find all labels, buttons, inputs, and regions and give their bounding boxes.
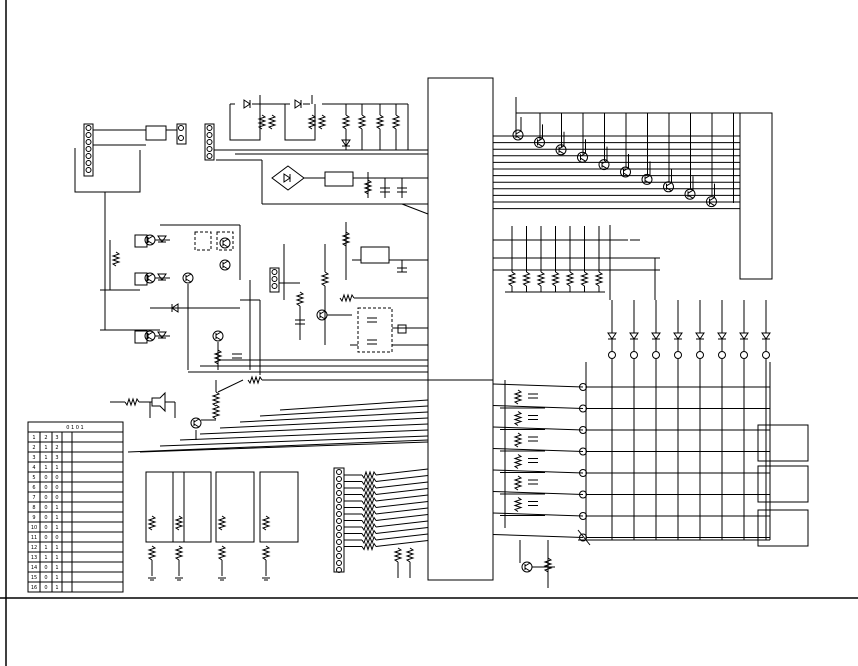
transistor-icon — [220, 260, 230, 270]
resistor-icon — [407, 548, 413, 562]
crystal-icon — [398, 325, 406, 333]
table-cell-text: 2 — [32, 445, 36, 451]
table-cell-text: 9 — [32, 515, 36, 521]
connector-pin — [179, 126, 184, 131]
resistor-icon — [524, 272, 530, 286]
resistor-icon — [362, 511, 376, 517]
capacitor-icon — [528, 480, 538, 484]
led-node — [741, 352, 748, 359]
table-cell-text: 1 — [55, 465, 59, 471]
capacitor-icon — [528, 502, 538, 506]
table-cell-text: 0 — [44, 525, 48, 531]
transistor-icon — [183, 273, 193, 283]
resistor-icon — [362, 492, 376, 498]
ground-icon — [148, 578, 156, 580]
resistor-icon — [362, 472, 376, 478]
table-cell-text: 12 — [30, 545, 38, 551]
capacitor-icon — [528, 459, 538, 463]
sensor-box — [146, 472, 184, 542]
diode-icon — [284, 174, 290, 182]
transistor-icon — [220, 238, 230, 248]
connector-pin — [337, 554, 342, 559]
diode-icon — [674, 333, 682, 339]
connector-pin — [207, 133, 212, 138]
regulator-2 — [361, 247, 389, 263]
resistor-icon — [176, 546, 182, 560]
table-cell-text: 3 — [32, 455, 36, 461]
diode-icon — [244, 100, 250, 108]
table-cell-text: 11 — [30, 535, 38, 541]
connector-pin — [86, 133, 91, 138]
resistor-icon — [395, 548, 401, 562]
table-cell-text: 1 — [44, 545, 48, 551]
connector-pin — [207, 126, 212, 131]
relay-box — [146, 126, 166, 140]
connector-pin — [337, 519, 342, 524]
transistor-icon — [599, 160, 609, 170]
connector-pin — [272, 284, 277, 289]
table-cell-text: 15 — [30, 575, 38, 581]
table-cell-text: 1 — [55, 575, 59, 581]
connector-pin — [86, 154, 91, 159]
table-cell-text: 1 — [55, 515, 59, 521]
resistor-icon — [362, 524, 376, 530]
resistor-icon — [125, 399, 139, 405]
main-ic-chip — [428, 78, 493, 580]
transistor-icon — [513, 130, 523, 140]
regulator-box — [325, 172, 353, 186]
resistor-icon — [393, 115, 399, 129]
bridge-rectifier-icon — [272, 166, 304, 190]
connector-pin — [337, 505, 342, 510]
resistor-icon — [515, 476, 521, 490]
resistor-icon — [362, 537, 376, 543]
connector-pin — [207, 154, 212, 159]
connector-left — [84, 124, 93, 176]
transistor-icon — [522, 562, 532, 572]
table-cell-text: 1 — [55, 525, 59, 531]
sensor-box — [260, 472, 298, 542]
table-cell-text: 1 — [55, 555, 59, 561]
led-node — [631, 352, 638, 359]
connector-pin — [337, 540, 342, 545]
connector-pin — [86, 126, 91, 131]
diode-icon — [762, 333, 770, 339]
ground-icon — [262, 578, 270, 580]
connector-pin — [337, 477, 342, 482]
connector-pin — [337, 533, 342, 538]
table-cell-text: 1 — [55, 545, 59, 551]
table-cell-text: 0 — [55, 475, 59, 481]
pin-table-frame — [28, 422, 123, 592]
diode-icon — [718, 333, 726, 339]
led-node — [675, 352, 682, 359]
resistor-icon — [553, 272, 559, 286]
resistor-icon — [515, 498, 521, 512]
table-cell-text: 1 — [55, 505, 59, 511]
table-cell-text: 6 — [32, 485, 36, 491]
ground-icon — [218, 578, 226, 580]
table-cell-text: 0 — [55, 495, 59, 501]
connector-pin — [86, 161, 91, 166]
led-node — [653, 352, 660, 359]
resistor-icon — [515, 455, 521, 469]
connector-pin — [337, 547, 342, 552]
capacitor-icon — [528, 437, 538, 441]
sensor-box — [216, 472, 254, 542]
resistor-icon — [319, 115, 325, 129]
diode-icon — [158, 274, 166, 280]
diode-icon — [630, 333, 638, 339]
connector-pin — [337, 491, 342, 496]
connector-pin — [337, 484, 342, 489]
table-cell-text: 0 — [44, 575, 48, 581]
led-node — [697, 352, 704, 359]
resistor-icon — [176, 516, 182, 530]
connector-pin — [179, 136, 184, 141]
resistor-icon — [515, 433, 521, 447]
table-cell-text: 8 — [32, 505, 36, 511]
connector-pin — [86, 147, 91, 152]
table-cell-text: 0 — [55, 485, 59, 491]
ground-icon — [175, 578, 183, 580]
table-cell-text: 1 — [44, 445, 48, 451]
buzzer-icon — [152, 393, 165, 411]
connector-pin — [207, 147, 212, 152]
resistor-icon — [596, 272, 602, 286]
pin-table — [28, 422, 123, 592]
connector-pin — [272, 270, 277, 275]
resistor-icon — [362, 505, 376, 511]
table-cell-text: 5 — [32, 475, 36, 481]
table-cell-text: 0 — [44, 585, 48, 591]
resistor-icon — [362, 479, 376, 485]
table-cell-text: 1 — [44, 465, 48, 471]
table-cell-text: 16 — [30, 585, 38, 591]
resistor-icon — [362, 544, 376, 550]
resistor-icon — [515, 390, 521, 404]
connector-pin — [337, 561, 342, 566]
connector-pin — [337, 512, 342, 517]
resistor-icon — [322, 272, 328, 286]
table-cell-text: 1 — [44, 555, 48, 561]
resistor-icon — [269, 115, 275, 129]
resistor-icon — [538, 272, 544, 286]
diode-icon — [740, 333, 748, 339]
resistor-icon — [263, 546, 269, 560]
resistor-icon — [213, 405, 219, 419]
connector-pin — [337, 498, 342, 503]
resistor-icon — [567, 272, 573, 286]
resistor-icon — [309, 115, 315, 129]
table-cell-text: 1 — [55, 585, 59, 591]
display-module — [740, 113, 772, 279]
resistor-icon — [582, 272, 588, 286]
connector-left-top — [205, 124, 214, 160]
resistor-icon — [149, 516, 155, 530]
resistor-icon — [219, 516, 225, 530]
capacitor-icon — [232, 354, 242, 358]
resistor-icon — [362, 485, 376, 491]
relay-coil — [195, 232, 211, 250]
capacitor-icon — [528, 394, 538, 398]
table-cell-text: 3 — [55, 435, 59, 441]
connector-pin — [272, 277, 277, 282]
table-cell-text: 0 — [44, 515, 48, 521]
table-cell-text: 0 — [44, 485, 48, 491]
table-cell-text: 1 — [55, 565, 59, 571]
table-cell-text: 1 — [32, 435, 36, 441]
resistor-icon — [362, 531, 376, 537]
capacitor-icon — [528, 416, 538, 420]
table-cell-text: 0 — [44, 505, 48, 511]
table-cell-text: 14 — [30, 565, 38, 571]
resistor-icon — [113, 252, 119, 266]
components — [84, 78, 808, 580]
capacitor-icon — [367, 318, 377, 322]
resistor-icon — [362, 498, 376, 504]
resistor-icon — [263, 516, 269, 530]
table-cell-text: 0 1 0 1 — [66, 425, 84, 431]
crystal-group — [358, 308, 392, 352]
diode-icon — [696, 333, 704, 339]
connector-pin — [337, 526, 342, 531]
resistor-icon — [149, 546, 155, 560]
table-cell-text: 2 — [44, 435, 48, 441]
connector-pin — [207, 140, 212, 145]
transistor-icon — [191, 418, 201, 428]
sensor-box — [173, 472, 211, 542]
resistor-icon — [343, 115, 349, 129]
table-cell-text: 1 — [44, 455, 48, 461]
diode-icon — [158, 236, 166, 242]
connector-pin — [86, 140, 91, 145]
resistor-icon — [248, 377, 262, 383]
connector-pin — [337, 470, 342, 475]
diode-icon — [295, 100, 301, 108]
transistor-icon — [213, 331, 223, 341]
resistor-icon — [219, 546, 225, 560]
resistor-icon — [359, 115, 365, 129]
table-cell-text: 4 — [32, 465, 36, 471]
led-node — [763, 352, 770, 359]
table-cell-text: 10 — [30, 525, 38, 531]
resistor-icon — [377, 115, 383, 129]
table-cell-text: 0 — [44, 475, 48, 481]
table-cell-text: 7 — [32, 495, 36, 501]
table-cell-text: 2 — [55, 445, 59, 451]
resistor-icon — [213, 392, 219, 406]
transistor-icon — [685, 189, 695, 199]
diode-icon — [608, 333, 616, 339]
table-cell-text: 0 — [55, 535, 59, 541]
table-cell-text: 13 — [30, 555, 38, 561]
connector-pin — [86, 168, 91, 173]
capacitor-icon — [367, 340, 377, 344]
led-node — [609, 352, 616, 359]
led-node — [719, 352, 726, 359]
resistor-icon — [340, 295, 354, 301]
resistor-icon — [509, 272, 515, 286]
table-cell-text: 0 — [44, 565, 48, 571]
resistor-icon — [362, 518, 376, 524]
resistor-icon — [515, 412, 521, 426]
table-cell-text: 0 — [44, 495, 48, 501]
diode-icon — [652, 333, 660, 339]
resistor-icon — [297, 292, 303, 306]
table-cell-text: 3 — [55, 455, 59, 461]
table-cell-text: 0 — [44, 535, 48, 541]
diode-icon — [158, 332, 166, 338]
transistor-icon — [664, 182, 674, 192]
